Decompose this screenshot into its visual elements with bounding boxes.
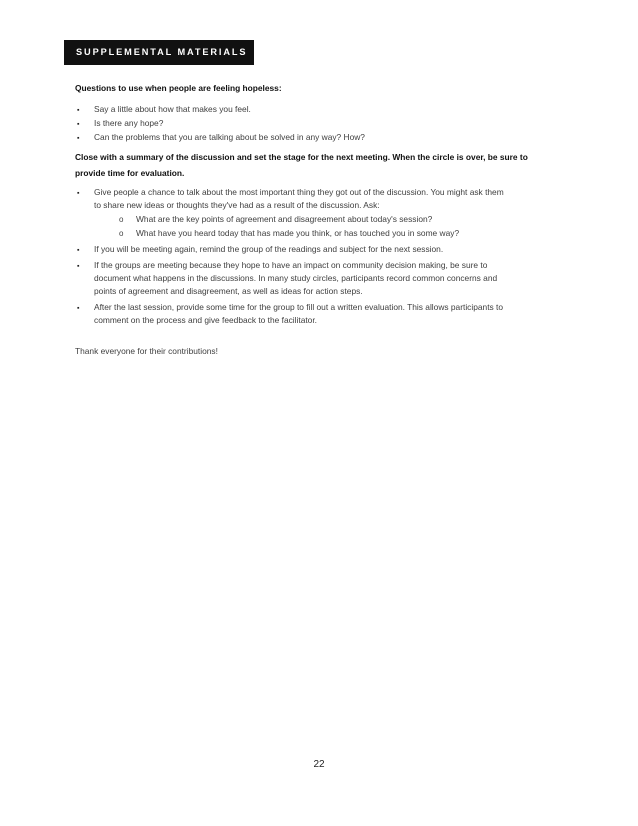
closing-heading-line-1: Close with a summary of the discussion and set the stage for the next meeting. When the circle is over, be sure to — [75, 152, 528, 162]
hopeless-questions-list — [75, 103, 565, 144]
square-bullet-icon: ▪ — [77, 121, 80, 128]
sub-list-item — [94, 227, 565, 240]
evaluation-questions-sublist — [94, 213, 565, 240]
closing-heading-line-2: provide time for evaluation. — [75, 168, 185, 178]
square-bullet-icon: ▪ — [77, 263, 80, 270]
sub-list-item-text: What are the key points of agreement and disagreement about today's session? — [136, 214, 433, 224]
square-bullet-icon: ▪ — [77, 305, 80, 312]
section-header-banner — [64, 40, 254, 65]
circle-bullet-icon: o — [119, 215, 124, 224]
list-item-text: Can the problems that you are talking about be solved in any way? How? — [94, 132, 365, 142]
sub-list-item-text: What have you heard today that has made you think, or has touched you in some way? — [136, 228, 460, 238]
list-item — [75, 117, 565, 130]
list-item-text-line: After the last session, provide some time for the group to fill out a written evaluation. This allows participants to — [94, 302, 504, 312]
square-bullet-icon: ▪ — [77, 190, 80, 197]
document-body — [75, 82, 565, 358]
list-item-text: Is there any hope? — [94, 118, 164, 128]
list-item-text-line: If the groups are meeting because they hope to have an impact on community decision making, be sure to — [94, 260, 488, 270]
closing-thanks-text: Thank everyone for their contributions! — [75, 346, 218, 356]
list-item-text-line: document what happens in the discussions. In many study circles, participants record common concerns and — [94, 273, 498, 283]
sub-list-item — [94, 213, 565, 226]
list-item-text-line: points of agreement and disagreement, as well as ideas for action steps. — [94, 286, 363, 296]
list-item — [75, 103, 565, 116]
square-bullet-icon: ▪ — [77, 135, 80, 142]
circle-bullet-icon: o — [119, 229, 124, 238]
list-item-text-line: comment on the process and give feedback to the facilitator. — [94, 315, 317, 325]
list-item-text-line: Give people a chance to talk about the most important thing they got out of the discussion. You might ask them — [94, 187, 504, 197]
list-item — [75, 131, 565, 144]
square-bullet-icon: ▪ — [77, 107, 80, 114]
closing-instructions-heading — [75, 149, 565, 181]
list-item — [75, 259, 565, 298]
closing-instructions-list — [75, 186, 565, 327]
list-item-text: If you will be meeting again, remind the group of the readings and subject for the next session. — [94, 244, 444, 254]
list-item — [75, 186, 565, 240]
square-bullet-icon: ▪ — [77, 247, 80, 254]
hopeless-questions-heading: Questions to use when people are feeling hopeless: — [75, 83, 282, 93]
page-number: 22 — [313, 759, 325, 770]
list-item-text: Say a little about how that makes you feel. — [94, 104, 251, 114]
list-item — [75, 243, 565, 256]
list-item — [75, 301, 565, 327]
list-item-text-line: to share new ideas or thoughts they've had as a result of the discussion. Ask: — [94, 200, 380, 210]
section-header-title: SUPPLEMENTAL MATERIALS — [76, 47, 248, 57]
